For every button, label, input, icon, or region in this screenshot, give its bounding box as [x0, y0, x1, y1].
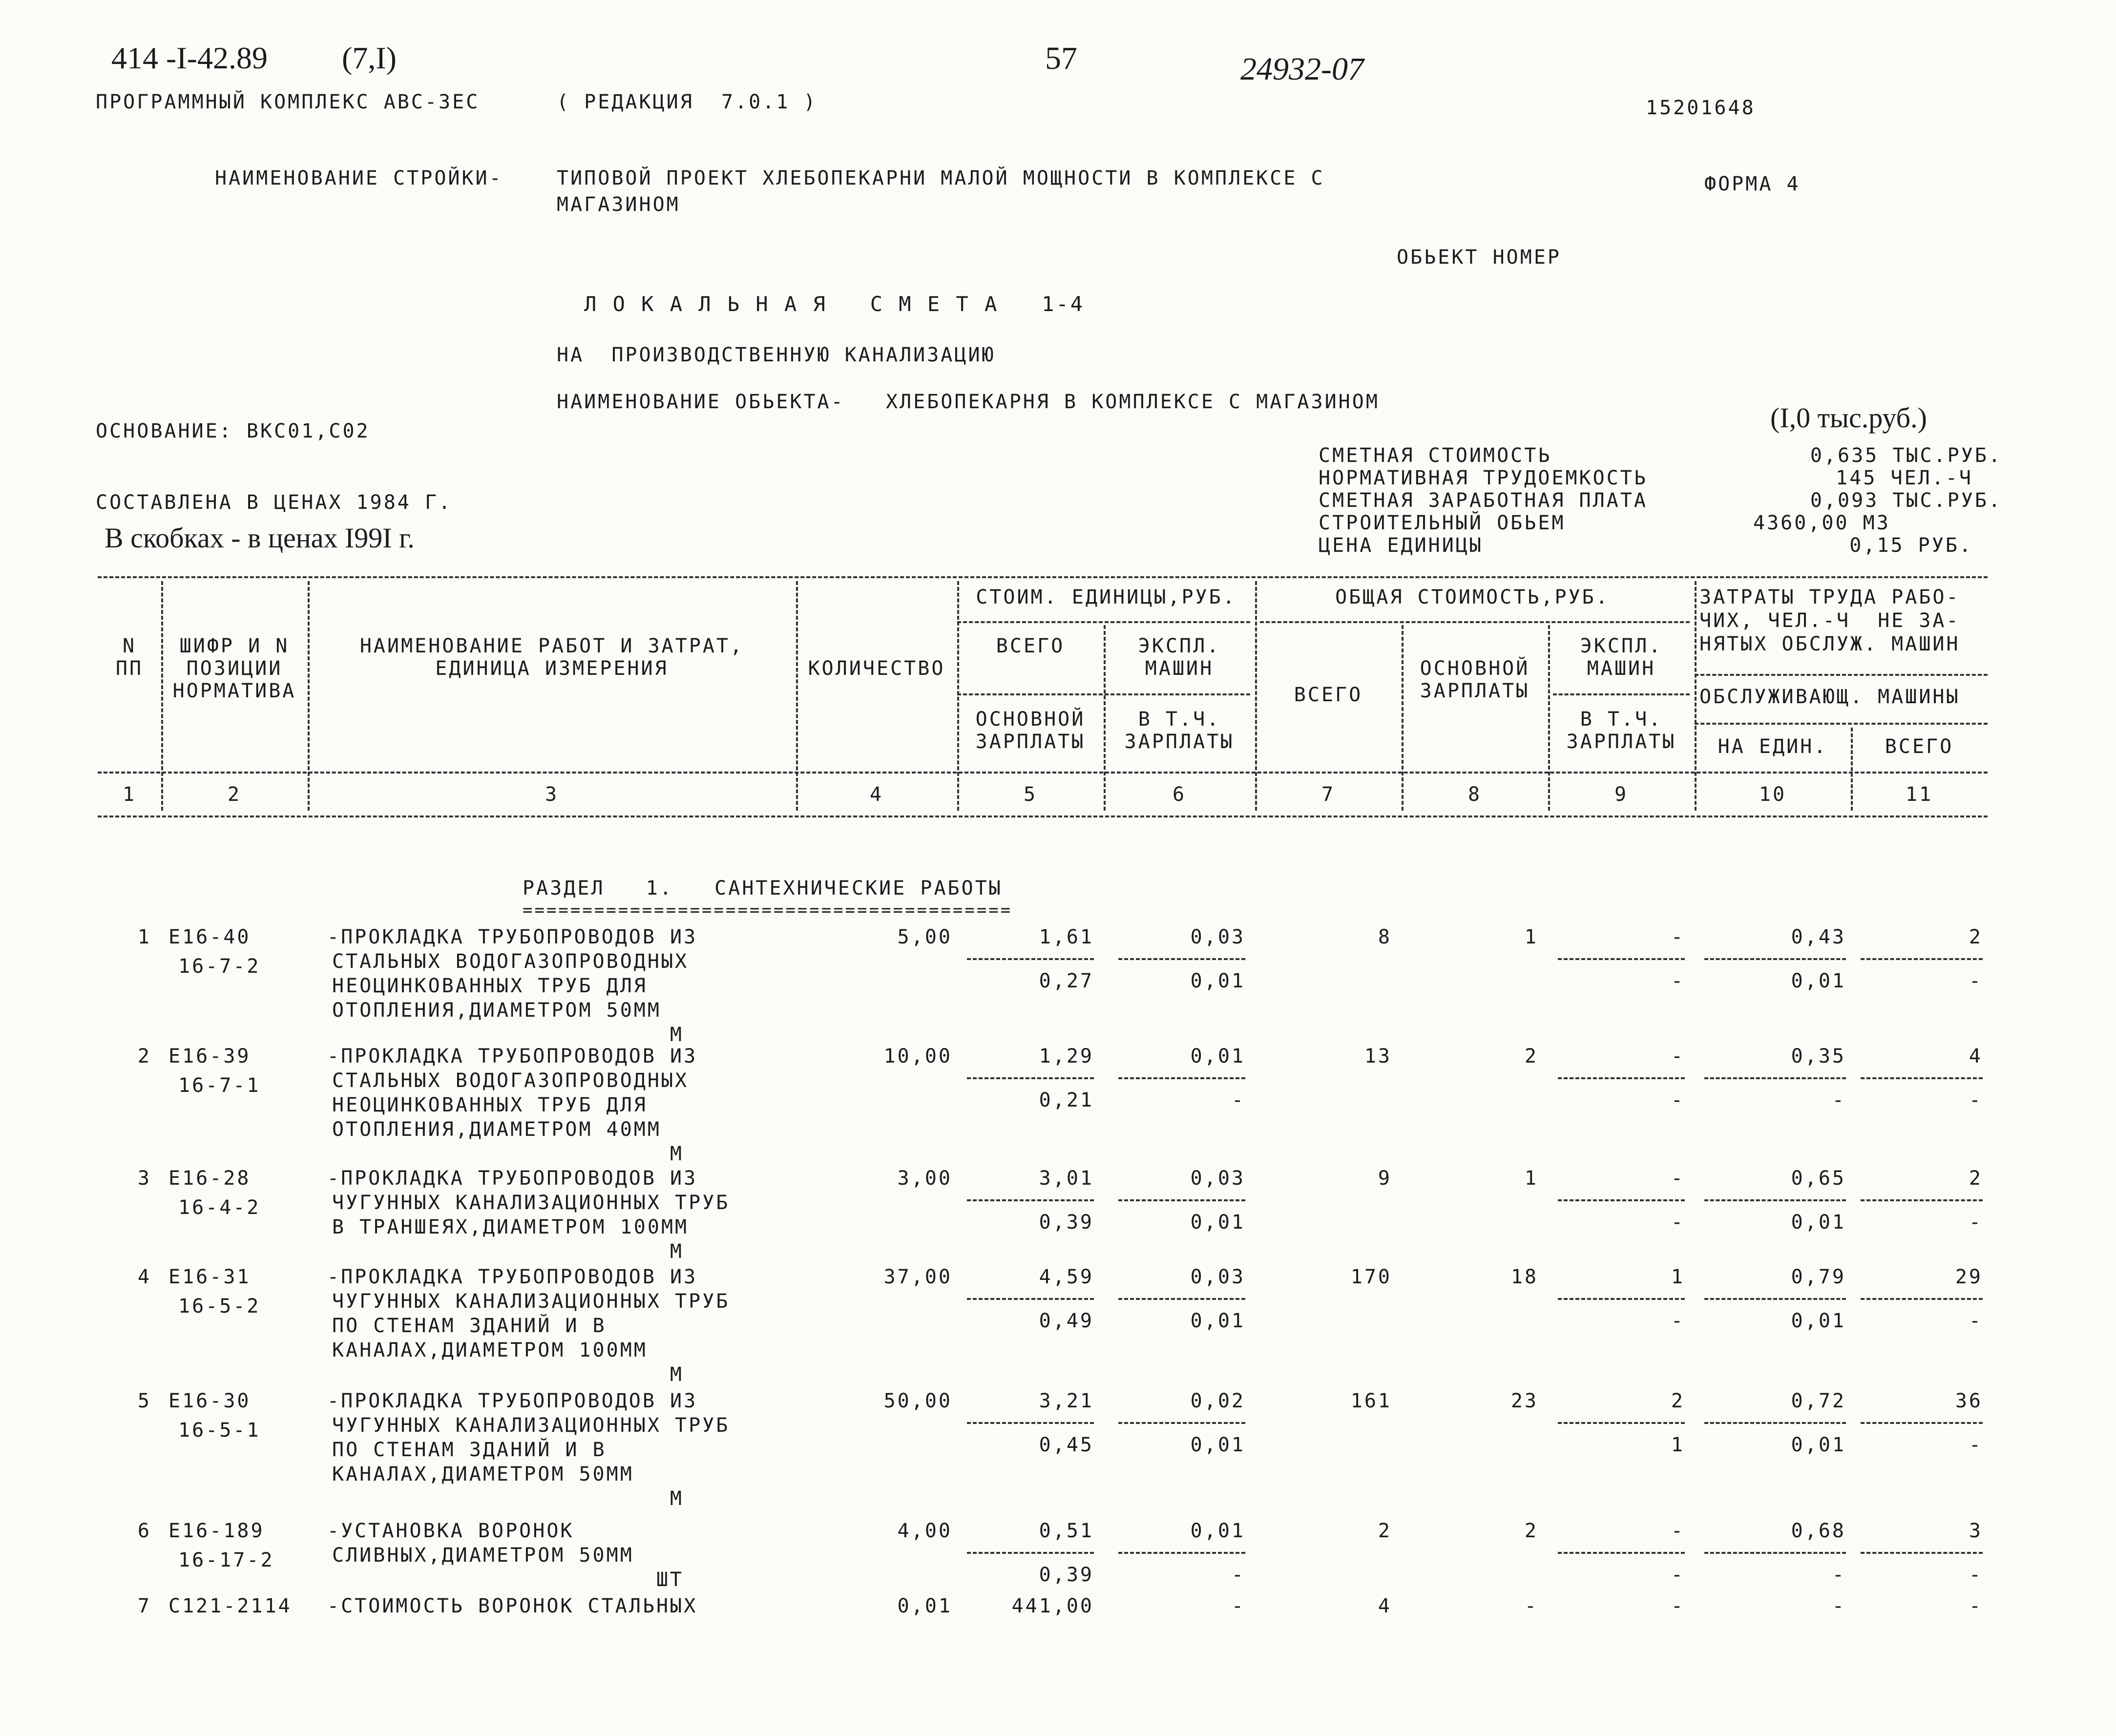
summary-value: 0,635 ТЫС.РУБ.: [1810, 444, 2002, 467]
summary-row: [1319, 534, 2002, 557]
cell-separator: [1118, 1077, 1245, 1079]
cell-separator: [967, 1077, 1094, 1079]
cell-separator: [967, 1422, 1094, 1424]
header-c6b: В Т.Ч.: [1138, 708, 1221, 731]
row-service-total: -: [1969, 1564, 1983, 1586]
summary-label: ЦЕНА ЕДИНИЦЫ: [1319, 534, 1483, 557]
row-unit-machines: 0,03: [1190, 926, 1245, 948]
row-name-line: -ПРОКЛАДКА ТРУБОПРОВОДОВ ИЗ: [327, 1390, 698, 1412]
row-unit-machine-wages: 0,01: [1190, 1211, 1245, 1234]
row-service-unit: 0,01: [1791, 1434, 1846, 1456]
row-total: 2: [1378, 1520, 1392, 1542]
summary-row: [1319, 489, 2002, 512]
row-unit: М: [670, 1363, 684, 1386]
row-total: 8: [1378, 926, 1392, 948]
row-unit: М: [670, 1024, 684, 1046]
object-name: НАИМЕНОВАНИЕ ОБЬЕКТА- ХЛЕБОПЕКАРНЯ В КОМПЛЕКСЕ С МАГАЗИНОМ: [557, 391, 1380, 413]
header-code: ШИФР И N: [179, 635, 290, 657]
row-labor-total: 4: [1969, 1045, 1983, 1067]
cell-separator: [1118, 958, 1245, 960]
row-labor-total: 29: [1955, 1266, 1983, 1288]
row-unit-machines: 0,01: [1190, 1520, 1245, 1542]
row-code: Е16-31: [168, 1266, 251, 1288]
row-name-line: ЧУГУННЫХ КАНАЛИЗАЦИОННЫХ ТРУБ: [332, 1290, 730, 1313]
cell-separator: [1558, 1552, 1685, 1554]
cell-separator: [1861, 1552, 1983, 1554]
col-divider: [161, 581, 163, 811]
cell-separator: [1861, 1199, 1983, 1201]
row-total: 4: [1378, 1595, 1392, 1617]
row-unit-machines: 0,02: [1190, 1390, 1245, 1412]
handwritten-number: 24932-07: [1240, 51, 1364, 87]
row-code: С121-2114: [168, 1595, 292, 1617]
summary-label: СМЕТНАЯ ЗАРАБОТНАЯ ПЛАТА: [1319, 489, 1648, 512]
row-labor-total: 36: [1955, 1390, 1983, 1412]
row-labor-total: 2: [1969, 1167, 1983, 1190]
row-unit-machines: 0,03: [1190, 1167, 1245, 1190]
row-code-secondary: 16-17-2: [178, 1549, 274, 1571]
cell-separator: [1861, 958, 1983, 960]
row-unit: М: [670, 1143, 684, 1165]
row-unit-machines: -: [1231, 1595, 1245, 1617]
row-unit-machines: 0,01: [1190, 1045, 1245, 1067]
row-code-secondary: 16-7-2: [178, 955, 261, 978]
col-divider: [957, 581, 959, 811]
cell-separator: [1558, 1077, 1685, 1079]
row-labor-total: 3: [1969, 1520, 1983, 1542]
program-name: ПРОГРАММНЫЙ КОМПЛЕКС АВС-3ЕС: [96, 91, 480, 113]
header-c10: НА ЕДИН.: [1718, 735, 1828, 758]
row-unit-machines: 0,03: [1190, 1266, 1245, 1288]
project-name-line1: ТИПОВОЙ ПРОЕКТ ХЛЕБОПЕКАРНИ МАЛОЙ МОЩНОСТИ В КОМПЛЕКСЕ С: [557, 167, 1325, 189]
cell-separator: [1704, 958, 1846, 960]
header-c9b: В Т.Ч.: [1580, 708, 1663, 731]
row-wages: 18: [1510, 1266, 1538, 1288]
row-name-line: СТАЛЬНЫХ ВОДОГАЗОПРОВОДНЫХ: [332, 950, 689, 973]
header-labor: ЧИХ, ЧЕЛ.-Ч НЕ ЗА-: [1699, 609, 1960, 632]
row-unit: ШТ: [656, 1569, 684, 1591]
row-total: 13: [1364, 1045, 1392, 1067]
col-divider: [1851, 728, 1853, 811]
header-c9b: ЗАРПЛАТЫ: [1566, 731, 1676, 753]
row-unit-total: 441,00: [1011, 1595, 1094, 1617]
header-c6b: ЗАРПЛАТЫ: [1124, 731, 1235, 753]
row-name-line: КАНАЛАХ,ДИАМЕТРОМ 100ММ: [332, 1339, 648, 1361]
basis-text: ОСНОВАНИЕ: ВКС01,С02: [96, 420, 370, 442]
row-code: Е16-28: [168, 1167, 251, 1190]
cell-separator: [1558, 1298, 1685, 1300]
row-labor-unit: 0,65: [1791, 1167, 1846, 1190]
summary-row: [1319, 467, 2002, 489]
header-top-rule: [98, 576, 1988, 578]
col-number: 11: [1905, 783, 1933, 806]
row-total: 161: [1350, 1390, 1392, 1412]
col-divider: [1548, 625, 1550, 811]
col-number: 8: [1467, 783, 1482, 806]
row-machines: 1: [1671, 1266, 1685, 1288]
row-unit-total: 4,59: [1039, 1266, 1094, 1288]
row-wages: 1: [1524, 1167, 1538, 1190]
row-wages: -: [1524, 1595, 1538, 1617]
row-labor-unit: 0,68: [1791, 1520, 1846, 1542]
row-machines: -: [1671, 1167, 1685, 1190]
row-quantity: 5,00: [897, 926, 952, 948]
cell-separator: [1118, 1552, 1245, 1554]
price-basis: СОСТАВЛЕНА В ЦЕНАХ 1984 Г.: [96, 491, 453, 514]
header-work-name: НАИМЕНОВАНИЕ РАБОТ И ЗАТРАТ,: [359, 635, 744, 657]
summary-row: [1319, 444, 2002, 467]
header-rule-g1011: [1695, 674, 1988, 676]
row-machine-wages: -: [1671, 970, 1685, 992]
row-service-total: -: [1969, 970, 1983, 992]
row-wages: 2: [1524, 1045, 1538, 1067]
header-code: НОРМАТИВА: [172, 680, 296, 702]
row-unit-wages: 0,27: [1039, 970, 1094, 992]
header-labor: НЯТЫХ ОБСЛУЖ. МАШИН: [1699, 633, 1960, 655]
document-number: 15201648: [1646, 97, 1756, 119]
cell-separator: [1558, 1422, 1685, 1424]
summary-value: 4360,00 М3: [1753, 512, 1890, 534]
row-unit-total: 1,61: [1039, 926, 1094, 948]
row-unit-wages: 0,45: [1039, 1434, 1094, 1456]
row-code: Е16-40: [168, 926, 251, 948]
row-labor-total: 2: [1969, 926, 1983, 948]
row-quantity: 10,00: [883, 1045, 952, 1067]
header-unit-cost: СТОИМ. ЕДИНИЦЫ,РУБ.: [976, 586, 1236, 608]
row-name-line: ОТОПЛЕНИЯ,ДИАМЕТРОМ 40ММ: [332, 1118, 661, 1141]
header-c5b: ЗАРПЛАТЫ: [975, 731, 1086, 753]
row-machines: -: [1671, 926, 1685, 948]
row-unit-total: 0,51: [1039, 1520, 1094, 1542]
row-code-secondary: 16-7-1: [178, 1074, 261, 1097]
row-service-total: -: [1969, 1089, 1983, 1111]
summary-value: 0,15 РУБ.: [1849, 534, 1973, 557]
row-labor-unit: 0,72: [1791, 1390, 1846, 1412]
row-number: 5: [137, 1390, 151, 1412]
row-name-line: -СТОИМОСТЬ ВОРОНОК СТАЛЬНЫХ: [327, 1595, 698, 1617]
cell-separator: [967, 1552, 1094, 1554]
cell-separator: [1704, 1199, 1846, 1201]
row-machines: -: [1671, 1520, 1685, 1542]
row-quantity: 0,01: [897, 1595, 952, 1617]
header-num: N: [122, 635, 137, 657]
row-unit-machine-wages: -: [1231, 1089, 1245, 1111]
row-wages: 2: [1524, 1520, 1538, 1542]
col-number: 4: [869, 783, 884, 806]
section-title: РАЗДЕЛ 1. САНТЕХНИЧЕСКИЕ РАБОТЫ: [523, 877, 1003, 899]
row-unit-wages: 0,39: [1039, 1211, 1094, 1234]
row-total: 9: [1378, 1167, 1392, 1190]
cell-separator: [1861, 1422, 1983, 1424]
row-machine-wages: -: [1671, 1564, 1685, 1586]
row-code-secondary: 16-4-2: [178, 1196, 261, 1219]
summary-row: [1319, 512, 2002, 534]
row-unit-total: 3,21: [1039, 1390, 1094, 1412]
cell-separator: [1861, 1298, 1983, 1300]
row-service-total: -: [1969, 1434, 1983, 1456]
row-unit-total: 3,01: [1039, 1167, 1094, 1190]
cell-separator: [1704, 1422, 1846, 1424]
row-unit-machine-wages: -: [1231, 1564, 1245, 1586]
header-c6a: МАШИН: [1145, 657, 1214, 680]
col-number: 6: [1172, 783, 1187, 806]
row-name-line: -ПРОКЛАДКА ТРУБОПРОВОДОВ ИЗ: [327, 926, 698, 948]
header-rule-g1011b: [1695, 723, 1988, 725]
row-service-total: -: [1969, 1211, 1983, 1234]
row-labor-unit: 0,43: [1791, 926, 1846, 948]
header-labor-service: ОБСЛУЖИВАЮЩ. МАШИНЫ: [1699, 686, 1960, 708]
col-number: 9: [1614, 783, 1629, 806]
row-quantity: 3,00: [897, 1167, 952, 1190]
row-code: Е16-39: [168, 1045, 251, 1067]
col-number: 1: [122, 783, 137, 806]
row-quantity: 4,00: [897, 1520, 952, 1542]
header-num: ПП: [115, 657, 144, 680]
cell-separator: [1118, 1298, 1245, 1300]
row-code-secondary: 16-5-1: [178, 1419, 261, 1442]
row-total: 170: [1350, 1266, 1392, 1288]
cell-separator: [1861, 1077, 1983, 1079]
cell-separator: [1118, 1199, 1245, 1201]
col-number: 2: [227, 783, 242, 806]
row-unit-machine-wages: 0,01: [1190, 1310, 1245, 1332]
header-c5a: ВСЕГО: [996, 635, 1065, 657]
row-number: 1: [137, 926, 151, 948]
header-c6a: ЭКСПЛ.: [1138, 635, 1221, 657]
cell-separator: [967, 958, 1094, 960]
summary-label: СТРОИТЕЛЬНЫЙ ОБЬЕМ: [1319, 512, 1566, 534]
col-number: 5: [1023, 783, 1038, 806]
row-unit-wages: 0,39: [1039, 1564, 1094, 1586]
header-bottom-rule: [98, 772, 1988, 774]
header-rule-g79: [1260, 621, 1690, 623]
cell-separator: [1558, 958, 1685, 960]
row-service-unit: 0,01: [1791, 1211, 1846, 1234]
row-name-line: -УСТАНОВКА ВОРОНОК: [327, 1520, 574, 1542]
row-labor-total: -: [1969, 1595, 1983, 1617]
header-rule-c9: [1553, 693, 1690, 695]
header-labor: ЗАТРАТЫ ТРУДА РАБО-: [1699, 586, 1960, 608]
row-unit-machine-wages: 0,01: [1190, 970, 1245, 992]
row-name-line: ПО СТЕНАМ ЗДАНИЙ И В: [332, 1439, 607, 1461]
document-code: 414 -I-42.89: [111, 41, 268, 75]
cell-separator: [1704, 1552, 1846, 1554]
col-divider: [308, 581, 310, 811]
row-name-line: НЕОЦИНКОВАННЫХ ТРУБ ДЛЯ: [332, 975, 648, 997]
header-c9a: ЭКСПЛ.: [1580, 635, 1663, 657]
header-c8: ЗАРПЛАТЫ: [1420, 680, 1530, 702]
row-labor-unit: 0,35: [1791, 1045, 1846, 1067]
col-divider: [1104, 625, 1106, 811]
row-service-unit: -: [1832, 1564, 1846, 1586]
summary-label: СМЕТНАЯ СТОИМОСТЬ: [1319, 444, 1552, 467]
header-c7: ВСЕГО: [1294, 684, 1363, 706]
col-divider: [1402, 625, 1404, 811]
project-label: НАИМЕНОВАНИЕ СТРОЙКИ-: [215, 167, 503, 189]
row-unit-wages: 0,21: [1039, 1089, 1094, 1111]
row-name-line: -ПРОКЛАДКА ТРУБОПРОВОДОВ ИЗ: [327, 1167, 698, 1190]
estimate-subject: НА ПРОИЗВОДСТВЕННУЮ КАНАЛИЗАЦИЮ: [557, 344, 996, 366]
header-rule-g56: [957, 621, 1250, 623]
form-number: ФОРМА 4: [1704, 173, 1801, 195]
program-edition: ( РЕДАКЦИЯ 7.0.1 ): [557, 91, 817, 113]
row-code-secondary: 16-5-2: [178, 1295, 261, 1318]
unit-note: (I,0 тыс.руб.): [1770, 402, 1927, 434]
row-machines: -: [1671, 1045, 1685, 1067]
header-c5b: ОСНОВНОЙ: [975, 708, 1086, 731]
header-code: ПОЗИЦИИ: [186, 657, 283, 680]
row-wages: 1: [1524, 926, 1538, 948]
row-number: 4: [137, 1266, 151, 1288]
row-machine-wages: -: [1671, 1310, 1685, 1332]
summary-value: 0,093 ТЫС.РУБ.: [1810, 489, 2002, 512]
summary-label: НОРМАТИВНАЯ ТРУДОЕМКОСТЬ: [1319, 467, 1648, 489]
header-work-name: ЕДИНИЦА ИЗМЕРЕНИЯ: [435, 657, 669, 680]
cell-separator: [1558, 1199, 1685, 1201]
cell-separator: [1704, 1077, 1846, 1079]
row-number: 6: [137, 1520, 151, 1542]
row-name-line: НЕОЦИНКОВАННЫХ ТРУБ ДЛЯ: [332, 1094, 648, 1116]
cell-separator: [967, 1199, 1094, 1201]
col-number: 3: [545, 783, 559, 806]
row-service-unit: 0,01: [1791, 1310, 1846, 1332]
row-name-line: КАНАЛАХ,ДИАМЕТРОМ 50ММ: [332, 1463, 634, 1485]
header-c11: ВСЕГО: [1885, 735, 1954, 758]
row-name-line: ПО СТЕНАМ ЗДАНИЙ И В: [332, 1315, 607, 1337]
row-name-line: СЛИВНЫХ,ДИАМЕТРОМ 50ММ: [332, 1544, 634, 1567]
row-name-line: ОТОПЛЕНИЯ,ДИАМЕТРОМ 50ММ: [332, 999, 661, 1022]
row-labor-unit: 0,79: [1791, 1266, 1846, 1288]
row-machine-wages: -: [1671, 1211, 1685, 1234]
row-code: Е16-189: [168, 1520, 265, 1542]
row-number: 7: [137, 1595, 151, 1617]
row-number: 3: [137, 1167, 151, 1190]
estimate-title: Л О К А Л Ь Н А Я С М Е Т А 1-4: [584, 292, 1085, 316]
row-wages: 23: [1510, 1390, 1538, 1412]
row-name-line: -ПРОКЛАДКА ТРУБОПРОВОДОВ ИЗ: [327, 1045, 698, 1067]
row-service-unit: -: [1832, 1089, 1846, 1111]
col-number: 10: [1759, 783, 1787, 806]
header-c8: ОСНОВНОЙ: [1420, 657, 1530, 680]
col-divider: [796, 581, 798, 811]
row-unit-total: 1,29: [1039, 1045, 1094, 1067]
row-unit: М: [670, 1487, 684, 1510]
summary-block: [1319, 444, 2002, 557]
object-number: ОБЬЕКТ НОМЕР: [1397, 246, 1561, 269]
cell-separator: [1704, 1298, 1846, 1300]
row-unit-machine-wages: 0,01: [1190, 1434, 1245, 1456]
header-c9a: МАШИН: [1587, 657, 1656, 680]
col-divider: [1255, 581, 1257, 811]
row-quantity: 50,00: [883, 1390, 952, 1412]
row-machines: 2: [1671, 1390, 1685, 1412]
header-total-cost: ОБЩАЯ СТОИМОСТЬ,РУБ.: [1335, 586, 1610, 608]
price-basis-1991: В скобках - в ценах I99I г.: [105, 522, 415, 554]
row-machines: -: [1671, 1595, 1685, 1617]
col-number: 7: [1321, 783, 1336, 806]
row-service-total: -: [1969, 1310, 1983, 1332]
row-number: 2: [137, 1045, 151, 1067]
project-name-line2: МАГАЗИНОМ: [557, 193, 680, 216]
row-code: Е16-30: [168, 1390, 251, 1412]
row-name-line: ЧУГУННЫХ КАНАЛИЗАЦИОННЫХ ТРУБ: [332, 1192, 730, 1214]
row-machine-wages: 1: [1671, 1434, 1685, 1456]
document-code-part: (7,I): [342, 41, 397, 75]
row-name-line: В ТРАНШЕЯХ,ДИАМЕТРОМ 100ММ: [332, 1216, 689, 1238]
header-quantity: КОЛИЧЕСТВО: [808, 657, 945, 680]
cell-separator: [1118, 1422, 1245, 1424]
col-divider: [1695, 581, 1697, 811]
row-machine-wages: -: [1671, 1089, 1685, 1111]
row-name-line: СТАЛЬНЫХ ВОДОГАЗОПРОВОДНЫХ: [332, 1069, 689, 1092]
row-name-line: -ПРОКЛАДКА ТРУБОПРОВОДОВ ИЗ: [327, 1266, 698, 1288]
cell-separator: [967, 1298, 1094, 1300]
row-unit: М: [670, 1240, 684, 1263]
numbers-bottom-rule: [98, 816, 1988, 817]
row-service-unit: 0,01: [1791, 970, 1846, 992]
row-labor-unit: -: [1832, 1595, 1846, 1617]
row-name-line: ЧУГУННЫХ КАНАЛИЗАЦИОННЫХ ТРУБ: [332, 1414, 730, 1437]
row-quantity: 37,00: [883, 1266, 952, 1288]
page-number: 57: [1045, 41, 1077, 76]
summary-value: 145 ЧЕЛ.-Ч: [1836, 467, 1973, 489]
row-unit-wages: 0,49: [1039, 1310, 1094, 1332]
section-underline: =========================================: [523, 900, 1013, 920]
